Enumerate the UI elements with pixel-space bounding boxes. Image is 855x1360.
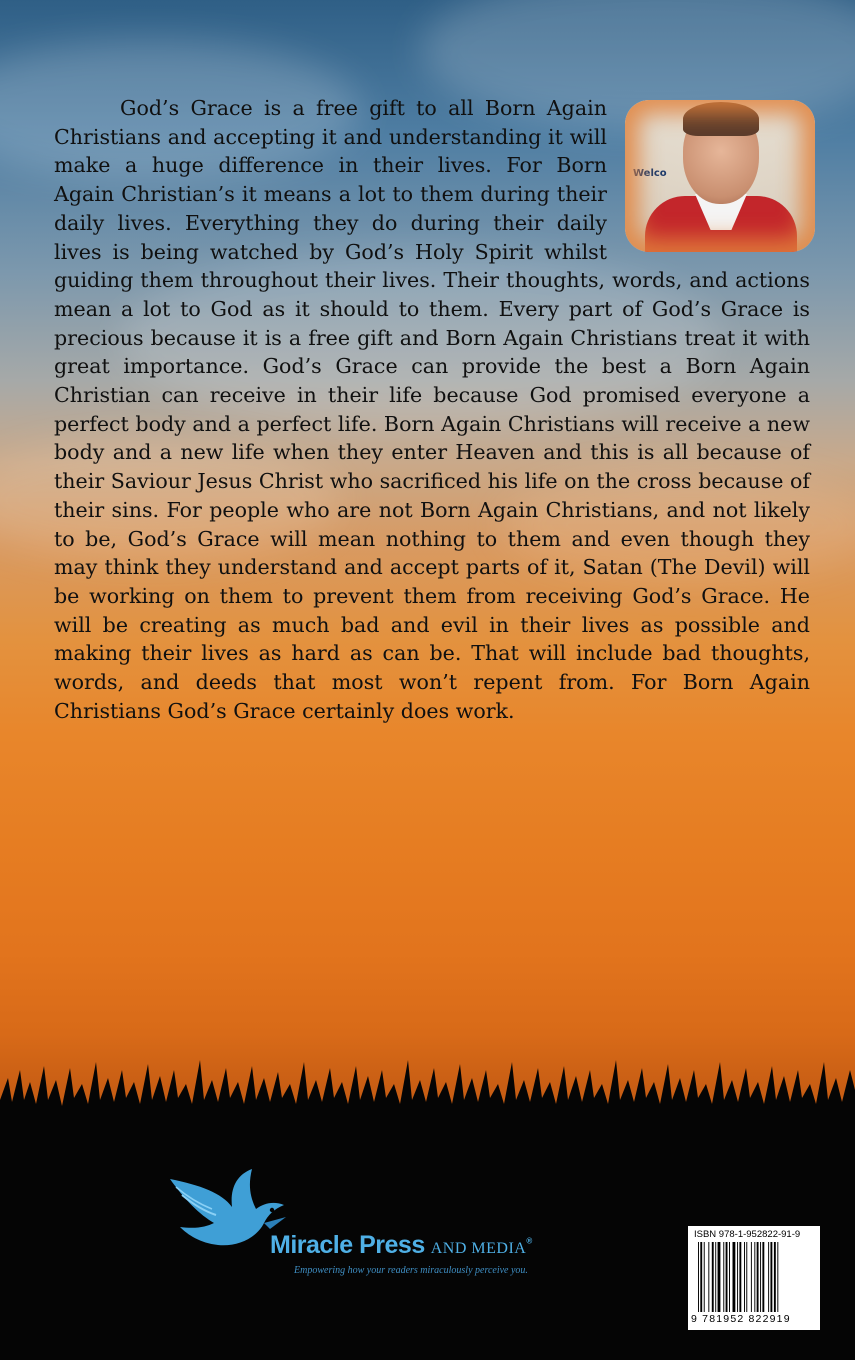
isbn-barcode — [688, 1226, 820, 1330]
trademark-mark: ® — [526, 1236, 532, 1246]
isbn-label: ISBN 978-1-952822-91-9 — [694, 1229, 801, 1240]
publisher-logo — [160, 1165, 660, 1285]
publisher-name-suffix: AND MEDIA — [430, 1240, 527, 1257]
author-photo — [625, 100, 815, 252]
photo-sign-text: Welco — [633, 168, 667, 179]
back-cover-text — [54, 94, 810, 725]
barcode-bars — [698, 1242, 814, 1312]
barcode-digits: 9 781952 822919 — [691, 1313, 791, 1325]
publisher-name-main: Miracle Press — [270, 1231, 425, 1259]
publisher-name — [270, 1231, 532, 1260]
blurb-paragraph: God’s Grace is a free gift to all Born Again Christians and accepting it and understanding it will make a huge difference in their lives. For Born Again Christian’s it means a lot to them during their daily lives. Everything they do during their daily lives is being watched by God’s Holy Spirit whilst guiding them throughout their lives. Their thoughts, words, and actions mean a lot to God as it should to them. Every part of God’s Grace is precious because it is a free gift and Born Again Christians treat it with great importance. God’s Grace can provide the best a Born Again Christian can receive in their life because God promised everyone a perfect body and a perfect life. Born Again Christians will receive a new body and a new life when they enter Heaven and this is all because of their Saviour Jesus Christ who sacrificed his life on the cross because of their sins. For people who are not Born Again Christians, and not likely to be, God’s Grace will mean nothing to them and even though they may think they understand and accept parts of it, Satan (The Devil) will be working on them to prevent them from receiving God’s Grace. He will be creating as much bad and evil in their lives as possible and making their lives as hard as can be. That will include bad thoughts, words, and deeds that most won’t repent from. For Born Again Christians God’s Grace certainly does work. — [54, 96, 810, 723]
publisher-tagline: Empowering how your readers miraculously perceive you. — [294, 1265, 528, 1276]
